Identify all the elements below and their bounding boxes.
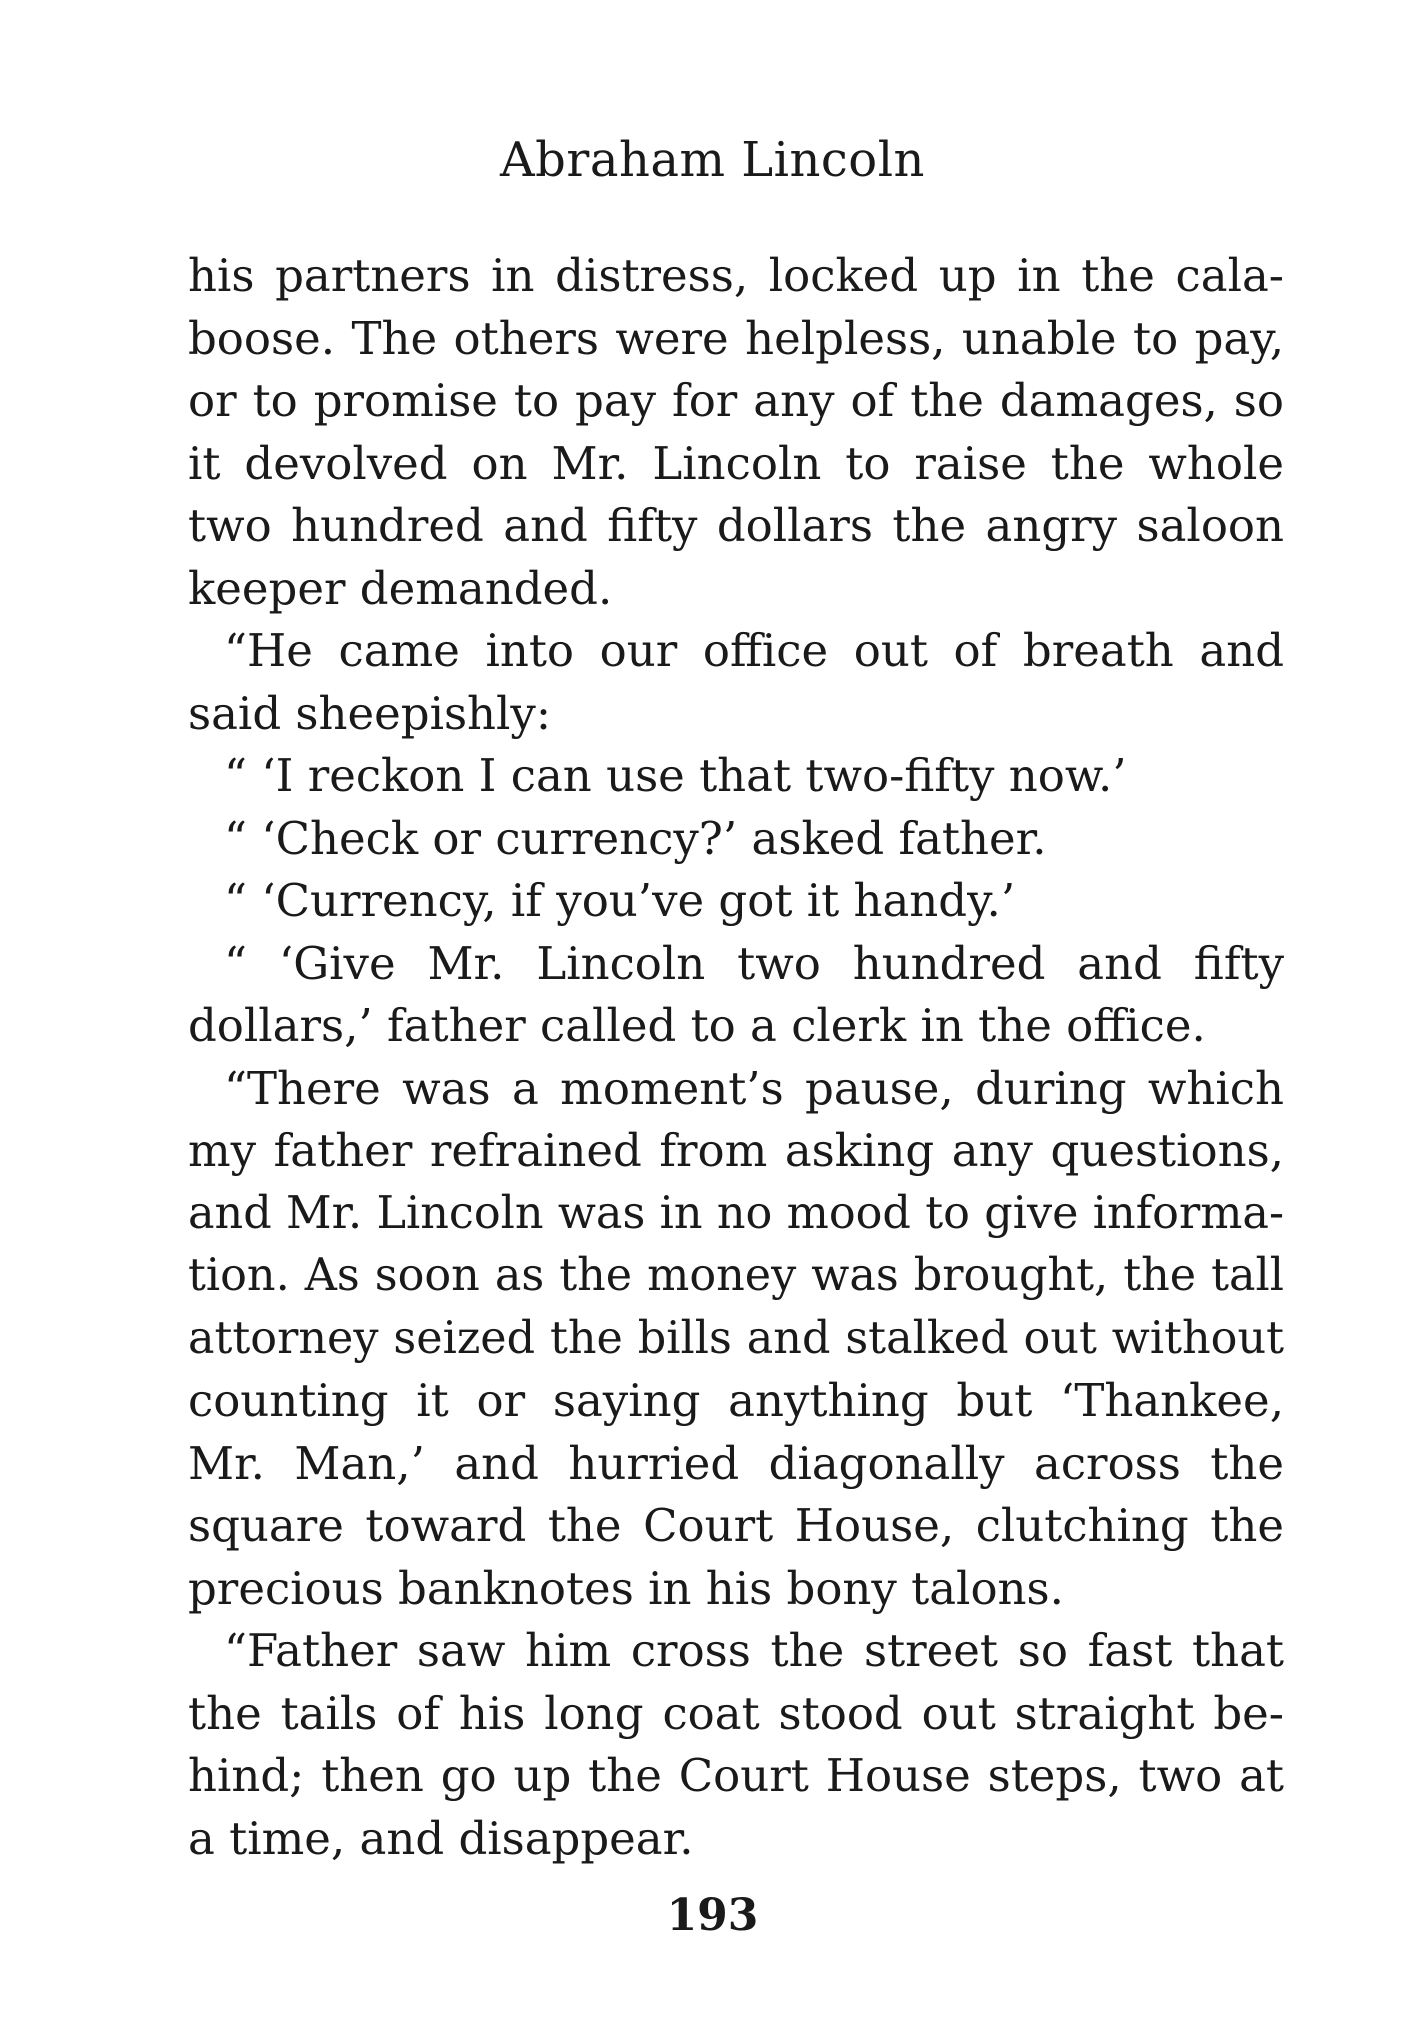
text-line: boose. The others were helpless, unable to pay, [188,311,1284,365]
text-line: tion. As soon as the money was brought, the tall [188,1250,1284,1301]
running-head: Abraham Lincoln [500,132,925,188]
text-line: keeper demanded. [188,561,613,615]
text-line: “ ‘Check or currency?’ asked father. [224,811,1047,865]
text-line: a time, and disappear. [188,1811,694,1865]
text-line: “ ‘Give Mr. Lincoln two hundred and fifty [224,936,1284,990]
text-line: said sheepishly: [188,686,552,740]
text-line: it devolved on Mr. Lincoln to raise the whole [188,436,1284,490]
text-line: “ ‘I reckon I can use that two-fifty now.’ [224,749,1127,802]
text-line: hind; then go up the Court House steps, two at [188,1749,1284,1802]
text-line: two hundred and fifty dollars the angry saloon [188,499,1284,552]
text-line: or to promise to pay for any of the damages, so [188,374,1284,427]
text-line: attorney seized the bills and stalked out without [188,1312,1284,1364]
text-line: dollars,’ father called to a clerk in the office. [188,999,1206,1052]
text-line: and Mr. Lincoln was in no mood to give informa- [188,1187,1284,1239]
text-line: “ ‘Currency, if you’ve got it handy.’ [224,874,1016,927]
text-line: my father refrained from asking any questions, [188,1124,1284,1177]
text-line: “Father saw him cross the street so fast that [224,1624,1284,1677]
page-number: 193 [666,1890,759,1941]
text-line: “There was a moment’s pause, during which [224,1061,1284,1115]
text-line: his partners in distress, locked up in the cala- [188,249,1284,302]
body-text [188,245,1284,1870]
text-line: square toward the Court House, clutching the [188,1499,1284,1552]
text-line: counting it or saying anything but ‘Thankee, [188,1374,1284,1427]
text-line: Mr. Man,’ and hurried diagonally across the [188,1436,1284,1490]
text-line: precious banknotes in his bony talons. [188,1561,1064,1615]
text-line: “He came into our office out of breath and [224,624,1284,677]
text-line: the tails of his long coat stood out straight be- [188,1686,1284,1740]
